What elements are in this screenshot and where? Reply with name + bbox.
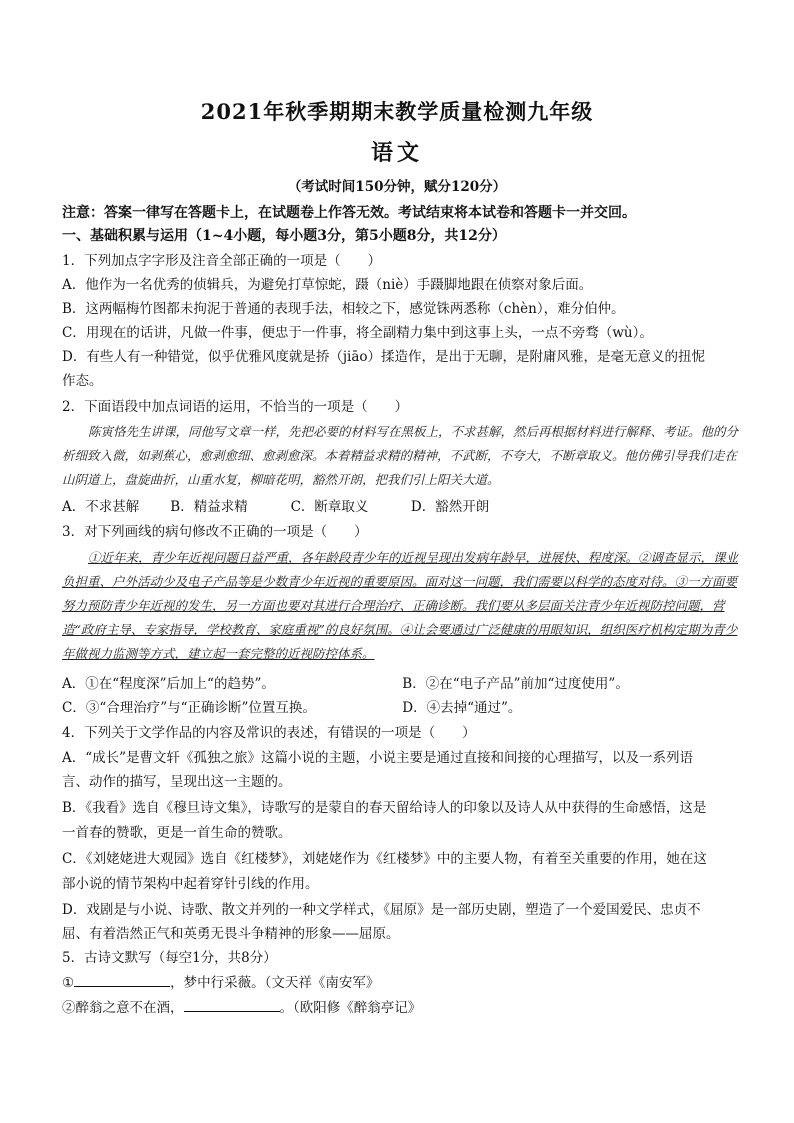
q1-option-d: D．有些人有一种错觉，似乎优雅风度就是挢（jiāo）揉造作，是出于无聊，是附庸风雅，是毫无意义的扭怩: [62, 349, 706, 365]
exam-title: 2021年秋季期期末教学质量检测九年级: [200, 99, 594, 124]
q4-stem: 4．下列关于文学作品的内容及常识的表述，有错误的一项是（ ）: [62, 725, 476, 741]
q2-option-a: A．不求甚解: [62, 499, 140, 515]
q2-options: [62, 497, 738, 517]
q2-passage: 陈寅恪先生讲课，同他写文章一样，先把必要的材料写在黑板上，不求甚解，然后再根据材料进行解释、考证。他的分析细致入微，如剥蕉心，愈剥愈细、愈剥愈深。本着精益求精的精神，不武断，不夸大，不断章取义。他仿佛引导我们走在山阴道上，盘旋曲折，山重水复，柳暗花明，豁然开朗，把我们引上阳关大道。: [62, 424, 739, 487]
exam-info: （考试时间150分钟，赋分120分）: [287, 179, 507, 195]
q2-option-d: D．豁然开朗: [410, 499, 490, 515]
q5-line-1-suffix: ，梦中行采薇。（文天祥《南安军》: [170, 975, 380, 991]
q1-option-d-cont: 作态。: [62, 373, 103, 389]
q3-option-c: C．③“合理治疗”与“正确诊断”位置互换。: [62, 700, 316, 716]
q5-line-1-prefix: ①: [62, 975, 75, 991]
q5-line-2: [62, 997, 738, 1018]
q1-option-c: C．用现在的话讲，凡做一件事，便忠于一件事，将全副精力集中到这事上头，一点不旁骛（wù）。: [62, 325, 653, 341]
subject-title: 语文: [370, 140, 423, 166]
q3-option-d: D．④去掉“通过”。: [402, 700, 522, 716]
q2-option-b: B．精益求精: [170, 499, 248, 515]
q5-line-1: [62, 972, 738, 993]
q3-option-b: B．②在“电子产品”前加“过度使用”。: [402, 676, 629, 692]
section-heading: 一、基础积累与运用（1~4小题，每小题3分，第5小题8分，共12分）: [62, 228, 506, 244]
notice: 注意：答案一律写在答题卡上，在试题卷上作答无效。考试结束将本试卷和答题卡一并交回。: [62, 205, 636, 221]
answer-blank-2[interactable]: [184, 997, 280, 1012]
q4-option-c-cont: 部小说的情节架构中起着穿针引线的作用。: [62, 876, 319, 892]
q1-option-a: A．他作为一名优秀的侦辑兵，为避免打草惊蛇，蹑（niè）手蹑脚地跟在侦察对象后面。: [62, 277, 593, 293]
q1-option-b: B．这两幅梅竹图都未拘泥于普通的表现手法，相较之下，感觉铢两悉称（chèn），难分伯仲。: [62, 301, 625, 317]
q4-option-d: D．戏剧是与小说、诗歌、散文并列的一种文学样式，《屈原》是一部历史剧，塑造了一个爱国爱民、忠贞不: [62, 902, 701, 918]
q3-options-row2: [62, 698, 738, 718]
q5-line-2-prefix: ②醉翁之意不在酒，: [62, 1000, 184, 1016]
q5-line-2-suffix: 。（欧阳修《醉翁亭记》: [279, 1000, 422, 1016]
q4-option-a: A．“成长”是曹文轩《孤独之旅》这篇小说的主题，小说主要是通过直接和间接的心理描写，以及一系列语: [62, 750, 694, 766]
q3-stem: 3．对下列画线的病句修改不正确的一项是（ ）: [62, 524, 368, 540]
q3-options-row1: [62, 674, 738, 694]
q4-option-b-cont: 一首春的赞歌，更是一首生命的赞歌。: [62, 825, 292, 841]
q4-option-c: C．《刘姥姥进大观园》选自《红楼梦》，刘姥姥作为《红楼梦》中的主要人物，有着至关重要的作用，她在这: [62, 851, 707, 867]
q2-option-c: C．断章取义: [290, 499, 369, 515]
q3-option-a: A．①在“程度深”后加上“的趋势”。: [62, 676, 275, 692]
q3-passage: ①近年来，青少年近视问题日益严重，各年龄段青少年的近视呈现出发病年龄早，进展快、程度深。②调查显示，课业负担重、户外活动少及电子产品等是少数青少年近视的重要原因。面对这一问题，我们需要以科学的态度对待。③一方面要努力预防青少年近视的发生，另一方面也要对其进行合理治疗、正确诊断。我们要从多层面关注青少年近视防控问题，营造“政府主导、专家指导，学校教育、家庭重视”的良好氛围。④让会要通过广泛健康的用眼知识，组织医疗机构定期为青少年做视力监测等方式，建立起一套完整的近视防控体系。: [62, 550, 739, 661]
q5-stem: 5．古诗文默写（每空1分，共8分）: [62, 950, 277, 966]
q4-option-a-cont: 言、动作的描写，呈现出这一主题的。: [62, 774, 292, 790]
q4-option-b: B．《我看》选自《穆旦诗文集》，诗歌写的是蒙自的春天留给诗人的印象以及诗人从中获得的生命感悟，这是: [62, 800, 707, 816]
q4-option-d-cont: 屈、有着浩然正气和英勇无畏斗争精神的形象——屈原。: [62, 926, 400, 942]
q2-stem: 2．下面语段中加点词语的运用，不恰当的一项是（ ）: [62, 399, 409, 415]
q1-stem: 1．下列加点字字形及注音全部正确的一项是（ ）: [62, 253, 382, 269]
answer-blank-1[interactable]: [74, 972, 170, 987]
